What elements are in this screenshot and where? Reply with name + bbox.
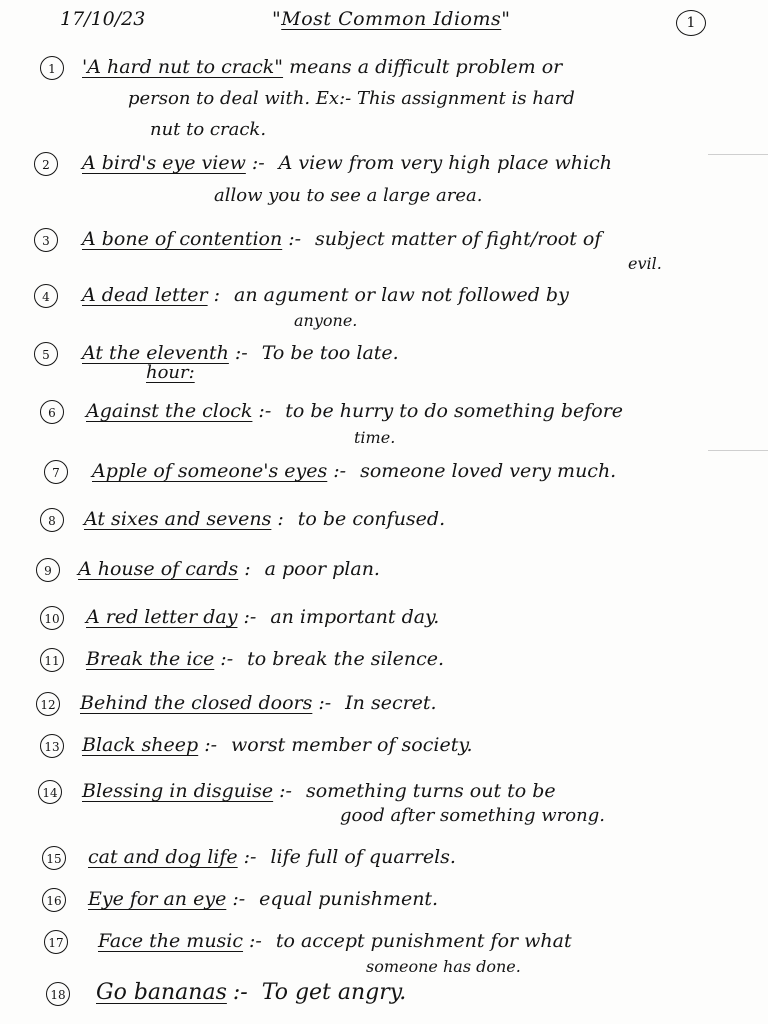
idiom-phrase: A house of cards — [78, 558, 239, 580]
entry-line — [88, 886, 728, 912]
entry-number: 2 — [34, 152, 58, 176]
entry-number: 11 — [40, 648, 64, 672]
meaning-continuation: time. — [354, 428, 396, 447]
idiom-phrase: A red letter day — [86, 606, 238, 628]
idiom-phrase: cat and dog life — [88, 846, 238, 868]
idiom-meaning: equal punishment. — [259, 888, 439, 910]
idiom-phrase: A bone of contention — [82, 228, 283, 250]
meaning-continuation: person to deal with. Ex:- This assignment is hard — [128, 88, 575, 109]
idiom-phrase: 'A hard nut to crack" — [82, 56, 284, 78]
entry-line — [82, 150, 728, 176]
idiom-phrase: At sixes and sevens — [84, 508, 272, 530]
entry-number: 10 — [40, 606, 64, 630]
entry-line — [86, 646, 728, 672]
idiom-continuation: hour: — [146, 362, 195, 383]
idiom-meaning: an agument or law not followed by — [234, 284, 569, 306]
entry-line — [92, 458, 728, 484]
idiom-phrase: A dead letter — [82, 284, 208, 306]
meaning-continuation: allow you to see a large area. — [214, 185, 483, 206]
meaning-continuation: someone has done. — [366, 957, 521, 976]
idiom-phrase: Apple of someone's eyes — [92, 460, 328, 482]
entry-line — [84, 506, 728, 532]
page-number: 1 — [676, 10, 706, 36]
entry-number: 15 — [42, 846, 66, 870]
idiom-separator: :- — [232, 888, 246, 910]
idiom-separator: : — [277, 508, 284, 530]
page-title — [272, 4, 511, 34]
idiom-separator: :- — [232, 980, 248, 1005]
idiom-meaning: someone loved very much. — [360, 460, 617, 482]
entry-number: 4 — [34, 284, 58, 308]
idiom-separator: : — [244, 558, 251, 580]
idiom-phrase: Face the music — [98, 930, 244, 952]
idiom-phrase: Go bananas — [96, 980, 227, 1005]
idiom-meaning: To be too late. — [261, 342, 399, 364]
idiom-meaning: A view from very high place which — [278, 152, 612, 174]
entry-number: 13 — [40, 734, 64, 758]
idiom-meaning: to be hurry to do something before — [285, 400, 624, 422]
idiom-meaning: worst member of society. — [231, 734, 473, 756]
idiom-meaning: means a difficult problem or — [289, 56, 563, 78]
idiom-meaning: something turns out to be — [305, 780, 556, 802]
meaning-continuation: nut to crack. — [150, 119, 267, 140]
idiom-phrase: Behind the closed doors — [80, 692, 313, 714]
idiom-separator: :- — [204, 734, 218, 756]
title-close-quote: " — [501, 8, 511, 30]
idiom-separator: :- — [243, 606, 257, 628]
entry-line — [82, 282, 728, 308]
idiom-phrase: Black sheep — [82, 734, 199, 756]
entry-number: 5 — [34, 342, 58, 366]
idiom-separator: :- — [318, 692, 332, 714]
idiom-separator: :- — [249, 930, 262, 952]
idiom-separator: :- — [243, 846, 257, 868]
idiom-meaning: an important day. — [270, 606, 440, 628]
idiom-phrase: At the eleventh — [82, 342, 229, 364]
idiom-meaning: subject matter of fight/root of — [315, 228, 602, 250]
idiom-meaning: to be confused. — [297, 508, 446, 530]
entry-number: 17 — [44, 930, 68, 954]
entry-number: 6 — [40, 400, 64, 424]
idiom-meaning: To get angry. — [261, 980, 407, 1005]
entry-line — [98, 928, 728, 954]
meaning-continuation: anyone. — [294, 311, 358, 330]
entry-line — [82, 778, 728, 804]
idiom-meaning: life full of quarrels. — [270, 846, 456, 868]
entry-line — [86, 398, 728, 424]
idiom-separator: :- — [288, 228, 302, 250]
title-open-quote: " — [272, 8, 282, 30]
meaning-continuation: good after something wrong. — [340, 805, 605, 826]
page-date: 17/10/23 — [60, 8, 146, 30]
entry-line — [82, 732, 728, 758]
idiom-meaning: a poor plan. — [264, 558, 380, 580]
idiom-phrase: A bird's eye view — [82, 152, 246, 174]
idiom-separator: :- — [279, 780, 292, 802]
idiom-meaning: In secret. — [345, 692, 437, 714]
idiom-separator: :- — [234, 342, 248, 364]
idiom-phrase: Against the clock — [86, 400, 253, 422]
idiom-phrase: Blessing in disguise — [82, 780, 274, 802]
idiom-phrase: Eye for an eye — [88, 888, 227, 910]
idiom-meaning: to accept punishment for what — [275, 930, 572, 952]
entry-number: 16 — [42, 888, 66, 912]
idiom-separator: :- — [333, 460, 347, 482]
entry-number: 9 — [36, 558, 60, 582]
idiom-separator: : — [213, 284, 221, 306]
ruled-line-mark — [708, 450, 768, 451]
idiom-phrase: Break the ice — [86, 648, 215, 670]
entry-number: 18 — [46, 982, 70, 1006]
entry-line — [88, 844, 728, 870]
idiom-separator: :- — [251, 152, 265, 174]
idiom-separator: :- — [220, 648, 234, 670]
entry-number: 12 — [36, 692, 60, 716]
title-text: Most Common Idioms — [281, 8, 502, 30]
entry-number: 14 — [38, 780, 62, 804]
entry-number: 8 — [40, 508, 64, 532]
entry-line — [80, 690, 728, 716]
idiom-meaning: to break the silence. — [247, 648, 445, 670]
idiom-separator: :- — [258, 400, 272, 422]
entry-line — [82, 54, 728, 80]
entry-line — [82, 226, 728, 252]
entry-line — [96, 980, 728, 1006]
entry-line — [78, 556, 728, 582]
entry-line — [86, 604, 728, 630]
entry-number: 3 — [34, 228, 58, 252]
meaning-continuation: evil. — [628, 254, 662, 273]
entry-number: 7 — [44, 460, 68, 484]
entry-number: 1 — [40, 56, 64, 80]
